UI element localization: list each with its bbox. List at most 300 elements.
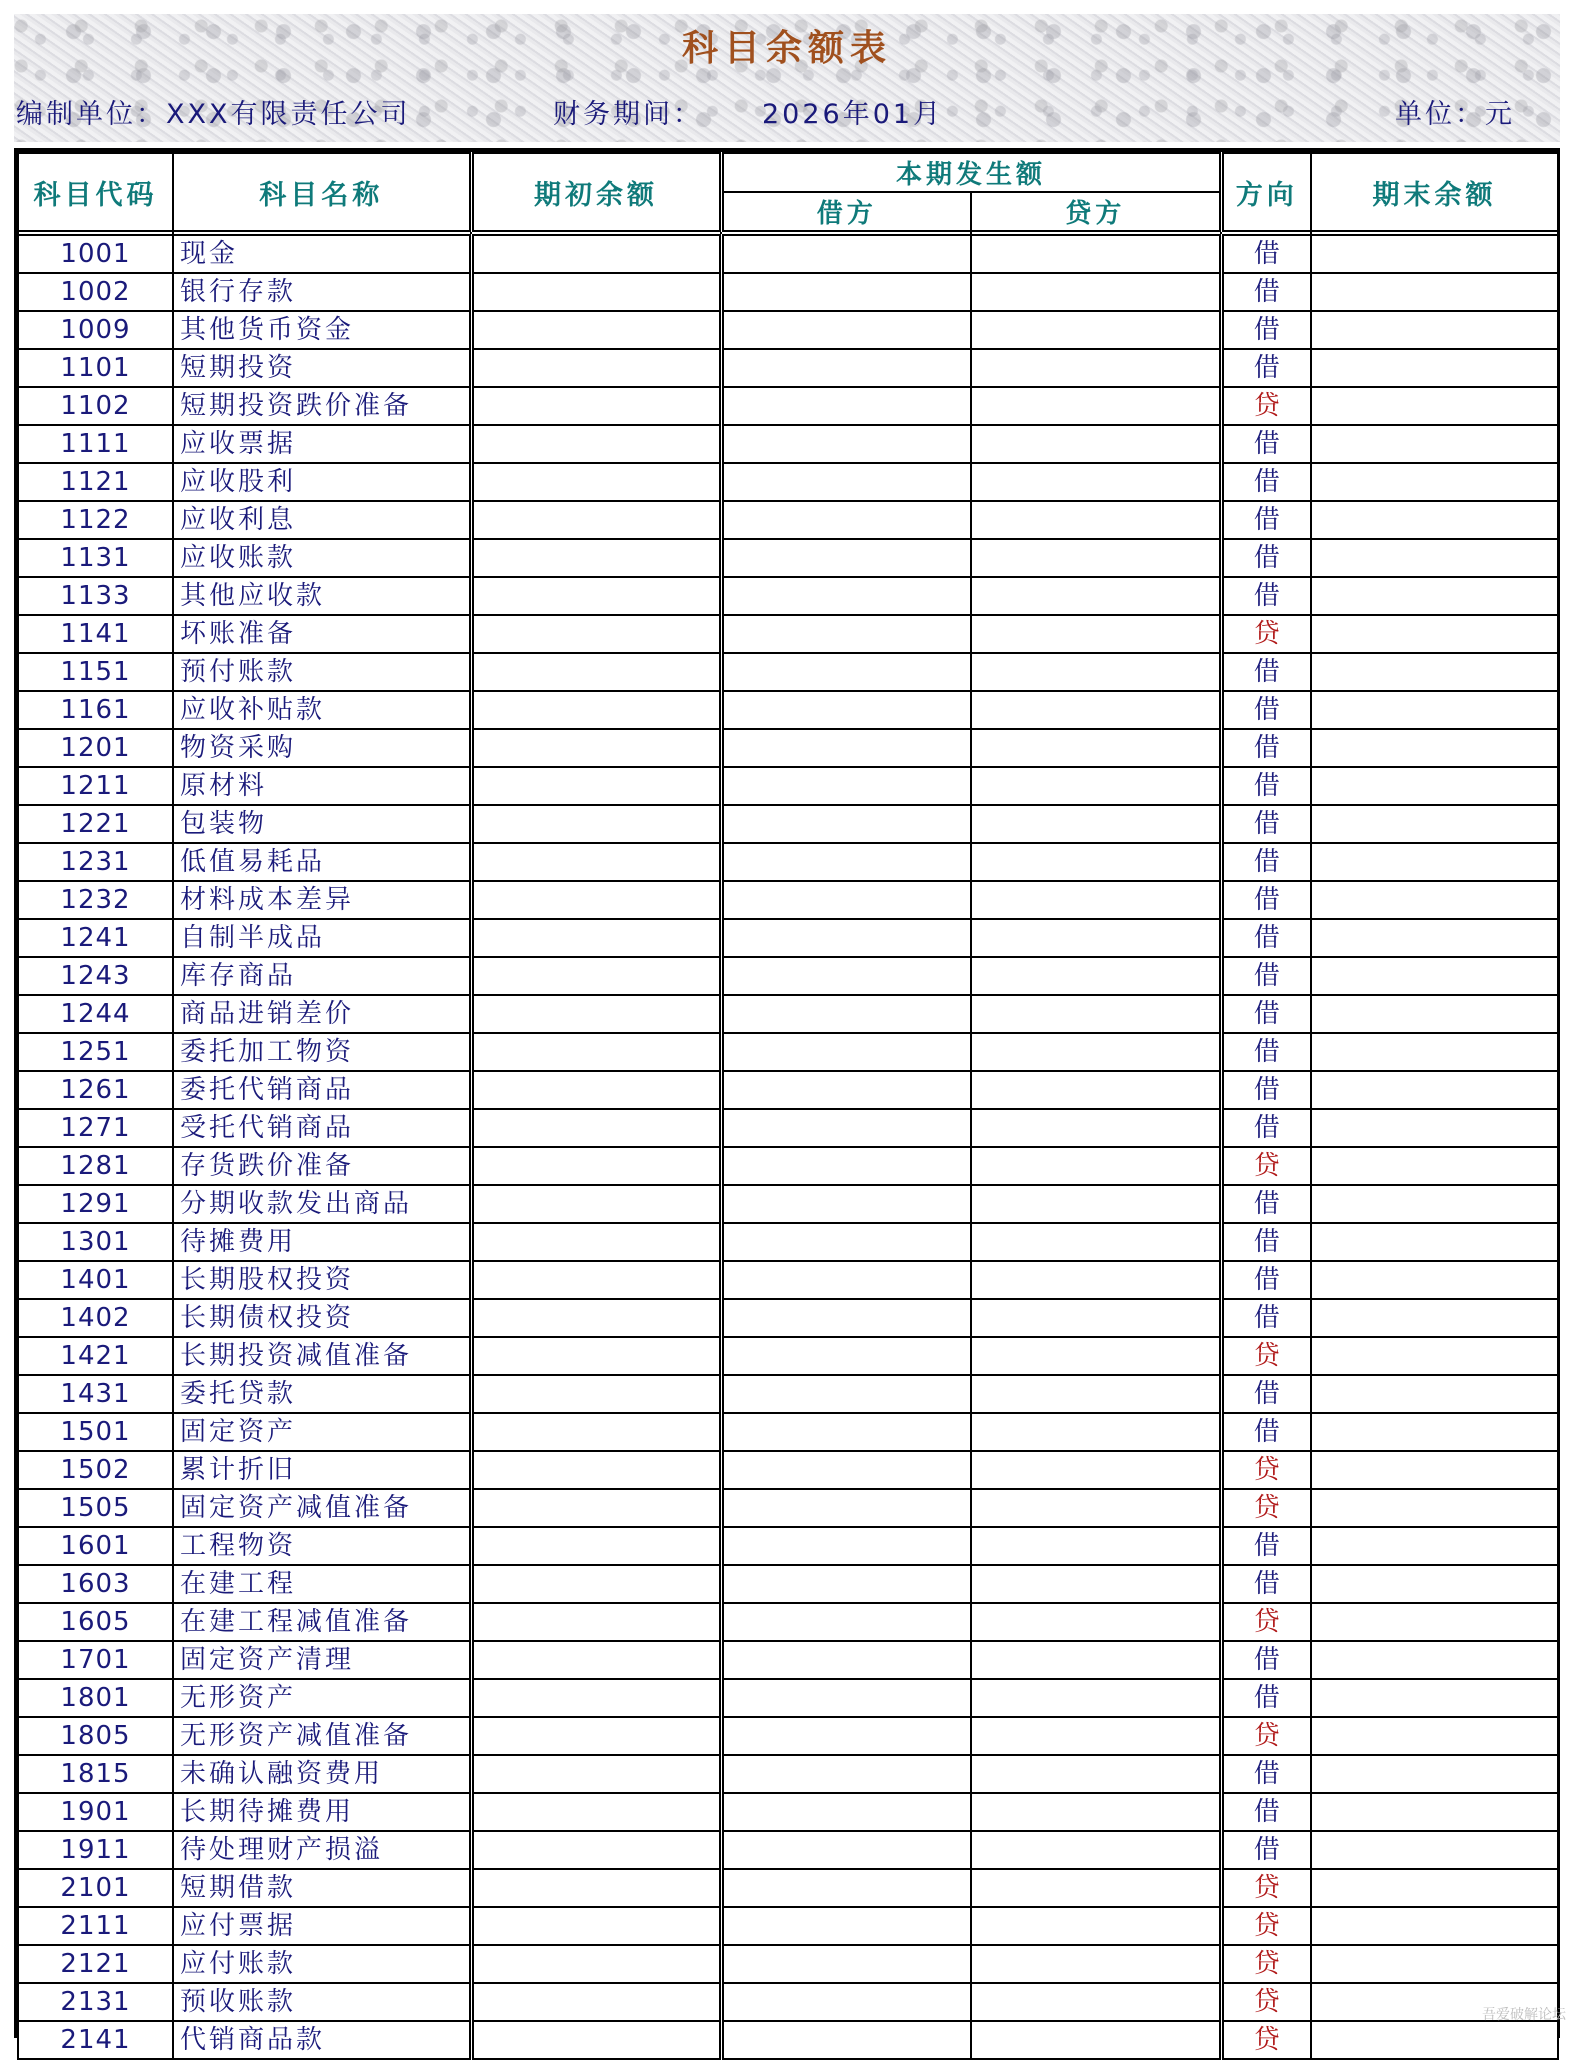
account-name-cell: 固定资产减值准备 — [173, 1489, 471, 1527]
account-name-cell: 短期投资 — [173, 349, 471, 387]
opening-balance-cell[interactable] — [471, 957, 721, 995]
debit-cell[interactable] — [721, 729, 971, 767]
credit-cell[interactable] — [971, 805, 1221, 843]
opening-balance-cell[interactable] — [471, 1489, 721, 1527]
debit-cell[interactable] — [721, 1223, 971, 1261]
direction-cell: 贷 — [1221, 1337, 1311, 1375]
credit-cell[interactable] — [971, 1223, 1221, 1261]
closing-balance-cell[interactable] — [1311, 1489, 1558, 1527]
credit-cell[interactable] — [971, 1033, 1221, 1071]
account-code-cell: 1261 — [18, 1071, 173, 1109]
direction-cell: 借 — [1221, 1033, 1311, 1071]
table-row — [18, 1679, 1558, 1717]
closing-balance-cell[interactable] — [1311, 2021, 1558, 2059]
account-name-cell: 累计折旧 — [173, 1451, 471, 1489]
debit-cell[interactable] — [721, 2021, 971, 2059]
closing-balance-cell[interactable] — [1311, 539, 1558, 577]
closing-balance-cell[interactable] — [1311, 1755, 1558, 1793]
account-name-cell: 委托加工物资 — [173, 1033, 471, 1071]
opening-balance-cell[interactable] — [471, 235, 721, 273]
account-name-cell: 现金 — [173, 235, 471, 273]
opening-balance-cell[interactable] — [471, 273, 721, 311]
opening-balance-cell[interactable] — [471, 539, 721, 577]
debit-cell[interactable] — [721, 1793, 971, 1831]
direction-cell: 借 — [1221, 995, 1311, 1033]
opening-balance-cell[interactable] — [471, 1413, 721, 1451]
credit-cell[interactable] — [971, 1641, 1221, 1679]
opening-balance-cell[interactable] — [471, 1147, 721, 1185]
debit-cell[interactable] — [721, 539, 971, 577]
account-name-cell: 应收利息 — [173, 501, 471, 539]
table-row — [18, 805, 1558, 843]
account-name-cell: 委托代销商品 — [173, 1071, 471, 1109]
opening-balance-cell[interactable] — [471, 1869, 721, 1907]
credit-cell[interactable] — [971, 767, 1221, 805]
credit-cell[interactable] — [971, 1755, 1221, 1793]
opening-balance-cell[interactable] — [471, 349, 721, 387]
debit-cell[interactable] — [721, 1451, 971, 1489]
account-code-cell: 1101 — [18, 349, 173, 387]
table-row — [18, 349, 1558, 387]
table-row — [18, 957, 1558, 995]
opening-balance-cell[interactable] — [471, 805, 721, 843]
account-name-cell: 物资采购 — [173, 729, 471, 767]
closing-balance-cell[interactable] — [1311, 1641, 1558, 1679]
account-code-cell: 1805 — [18, 1717, 173, 1755]
credit-cell[interactable] — [971, 311, 1221, 349]
direction-cell: 借 — [1221, 1299, 1311, 1337]
table-row — [18, 1375, 1558, 1413]
opening-balance-cell[interactable] — [471, 615, 721, 653]
closing-balance-cell[interactable] — [1311, 1261, 1558, 1299]
account-name-cell: 其他应收款 — [173, 577, 471, 615]
account-name-cell: 待处理财产损溢 — [173, 1831, 471, 1869]
account-name-cell: 固定资产清理 — [173, 1641, 471, 1679]
closing-balance-cell[interactable] — [1311, 1565, 1558, 1603]
closing-balance-cell[interactable] — [1311, 577, 1558, 615]
credit-cell[interactable] — [971, 1147, 1221, 1185]
closing-balance-cell[interactable] — [1311, 1299, 1558, 1337]
account-code-cell: 1009 — [18, 311, 173, 349]
closing-balance-cell[interactable] — [1311, 1147, 1558, 1185]
opening-balance-cell[interactable] — [471, 1831, 721, 1869]
account-balance-table — [17, 152, 1559, 2060]
debit-cell[interactable] — [721, 1717, 971, 1755]
opening-balance-cell[interactable] — [471, 1793, 721, 1831]
direction-cell: 借 — [1221, 691, 1311, 729]
opening-balance-cell[interactable] — [471, 1641, 721, 1679]
table-row — [18, 387, 1558, 425]
table-row — [18, 539, 1558, 577]
closing-balance-cell[interactable] — [1311, 349, 1558, 387]
closing-balance-cell[interactable] — [1311, 1717, 1558, 1755]
credit-cell[interactable] — [971, 1907, 1221, 1945]
credit-cell[interactable] — [971, 387, 1221, 425]
closing-balance-cell[interactable] — [1311, 1375, 1558, 1413]
direction-cell: 借 — [1221, 919, 1311, 957]
direction-cell: 借 — [1221, 1831, 1311, 1869]
debit-cell[interactable] — [721, 995, 971, 1033]
debit-cell[interactable] — [721, 805, 971, 843]
credit-cell[interactable] — [971, 2021, 1221, 2059]
debit-cell[interactable] — [721, 1907, 971, 1945]
credit-cell[interactable] — [971, 1527, 1221, 1565]
debit-cell[interactable] — [721, 1831, 971, 1869]
credit-cell[interactable] — [971, 1565, 1221, 1603]
opening-balance-cell[interactable] — [471, 1451, 721, 1489]
table-row — [18, 1527, 1558, 1565]
debit-cell[interactable] — [721, 1489, 971, 1527]
table-row — [18, 1717, 1558, 1755]
closing-balance-cell[interactable] — [1311, 387, 1558, 425]
table-row — [18, 1223, 1558, 1261]
credit-cell[interactable] — [971, 1451, 1221, 1489]
credit-cell[interactable] — [971, 1679, 1221, 1717]
closing-balance-cell[interactable] — [1311, 1109, 1558, 1147]
opening-balance-cell[interactable] — [471, 501, 721, 539]
debit-cell[interactable] — [721, 919, 971, 957]
closing-balance-cell[interactable] — [1311, 1337, 1558, 1375]
closing-balance-cell[interactable] — [1311, 1679, 1558, 1717]
credit-cell[interactable] — [971, 995, 1221, 1033]
debit-cell[interactable] — [721, 691, 971, 729]
debit-cell[interactable] — [721, 1109, 971, 1147]
account-code-cell: 1231 — [18, 843, 173, 881]
credit-cell[interactable] — [971, 653, 1221, 691]
closing-balance-cell[interactable] — [1311, 1907, 1558, 1945]
credit-cell[interactable] — [971, 1413, 1221, 1451]
closing-balance-cell[interactable] — [1311, 919, 1558, 957]
account-code-cell: 1301 — [18, 1223, 173, 1261]
credit-cell[interactable] — [971, 463, 1221, 501]
closing-balance-cell[interactable] — [1311, 1945, 1558, 1983]
table-row — [18, 311, 1558, 349]
direction-cell: 贷 — [1221, 1907, 1311, 1945]
debit-cell[interactable] — [721, 311, 971, 349]
account-code-cell: 1421 — [18, 1337, 173, 1375]
debit-cell[interactable] — [721, 1755, 971, 1793]
credit-cell[interactable] — [971, 425, 1221, 463]
debit-cell[interactable] — [721, 1679, 971, 1717]
closing-balance-cell[interactable] — [1311, 1185, 1558, 1223]
credit-cell[interactable] — [971, 957, 1221, 995]
table-row — [18, 1261, 1558, 1299]
debit-cell[interactable] — [721, 463, 971, 501]
closing-balance-cell[interactable] — [1311, 501, 1558, 539]
credit-cell[interactable] — [971, 615, 1221, 653]
credit-cell[interactable] — [971, 1109, 1221, 1147]
opening-balance-cell[interactable] — [471, 1299, 721, 1337]
direction-cell: 借 — [1221, 577, 1311, 615]
account-name-cell: 长期债权投资 — [173, 1299, 471, 1337]
credit-cell[interactable] — [971, 539, 1221, 577]
table-row — [18, 1299, 1558, 1337]
direction-cell: 借 — [1221, 1565, 1311, 1603]
credit-cell[interactable] — [971, 1071, 1221, 1109]
debit-cell[interactable] — [721, 1603, 971, 1641]
direction-cell: 贷 — [1221, 387, 1311, 425]
closing-balance-cell[interactable] — [1311, 615, 1558, 653]
account-code-cell: 1232 — [18, 881, 173, 919]
debit-cell[interactable] — [721, 843, 971, 881]
closing-balance-cell[interactable] — [1311, 1033, 1558, 1071]
account-code-cell: 1161 — [18, 691, 173, 729]
opening-balance-cell[interactable] — [471, 1603, 721, 1641]
opening-balance-cell[interactable] — [471, 387, 721, 425]
account-code-cell: 1133 — [18, 577, 173, 615]
opening-balance-cell[interactable] — [471, 1185, 721, 1223]
credit-cell[interactable] — [971, 1869, 1221, 1907]
table-row — [18, 1755, 1558, 1793]
opening-balance-cell[interactable] — [471, 1375, 721, 1413]
account-name-cell: 短期投资跌价准备 — [173, 387, 471, 425]
credit-cell[interactable] — [971, 1717, 1221, 1755]
opening-balance-cell[interactable] — [471, 1983, 721, 2021]
opening-balance-cell[interactable] — [471, 1717, 721, 1755]
account-code-cell: 1122 — [18, 501, 173, 539]
table-row — [18, 463, 1558, 501]
closing-balance-cell[interactable] — [1311, 1223, 1558, 1261]
account-code-cell: 1911 — [18, 1831, 173, 1869]
table-row — [18, 1641, 1558, 1679]
direction-cell: 借 — [1221, 1755, 1311, 1793]
opening-balance-cell[interactable] — [471, 1071, 721, 1109]
debit-cell[interactable] — [721, 349, 971, 387]
table-row — [18, 843, 1558, 881]
account-code-cell: 1291 — [18, 1185, 173, 1223]
opening-balance-cell[interactable] — [471, 1755, 721, 1793]
opening-balance-cell[interactable] — [471, 1223, 721, 1261]
closing-balance-cell[interactable] — [1311, 1793, 1558, 1831]
debit-cell[interactable] — [721, 577, 971, 615]
debit-cell[interactable] — [721, 425, 971, 463]
credit-cell[interactable] — [971, 919, 1221, 957]
credit-cell[interactable] — [971, 577, 1221, 615]
debit-cell[interactable] — [721, 1527, 971, 1565]
table-row — [18, 273, 1558, 311]
opening-balance-cell[interactable] — [471, 1679, 721, 1717]
debit-cell[interactable] — [721, 1033, 971, 1071]
account-code-cell: 1241 — [18, 919, 173, 957]
table-row — [18, 1907, 1558, 1945]
opening-balance-cell[interactable] — [471, 843, 721, 881]
opening-balance-cell[interactable] — [471, 653, 721, 691]
credit-cell[interactable] — [971, 1831, 1221, 1869]
credit-cell[interactable] — [971, 1337, 1221, 1375]
direction-cell: 借 — [1221, 1413, 1311, 1451]
closing-balance-cell[interactable] — [1311, 425, 1558, 463]
table-row — [18, 1489, 1558, 1527]
debit-cell[interactable] — [721, 767, 971, 805]
opening-balance-cell[interactable] — [471, 463, 721, 501]
opening-balance-cell[interactable] — [471, 1337, 721, 1375]
credit-cell[interactable] — [971, 235, 1221, 273]
opening-balance-cell[interactable] — [471, 1527, 721, 1565]
account-name-cell: 短期借款 — [173, 1869, 471, 1907]
credit-cell[interactable] — [971, 1299, 1221, 1337]
closing-balance-cell[interactable] — [1311, 235, 1558, 273]
closing-balance-cell[interactable] — [1311, 729, 1558, 767]
account-name-cell: 无形资产减值准备 — [173, 1717, 471, 1755]
debit-cell[interactable] — [721, 1565, 971, 1603]
credit-cell[interactable] — [971, 1793, 1221, 1831]
account-name-cell: 未确认融资费用 — [173, 1755, 471, 1793]
debit-cell[interactable] — [721, 1261, 971, 1299]
debit-cell[interactable] — [721, 1071, 971, 1109]
direction-cell: 借 — [1221, 1261, 1311, 1299]
direction-cell: 借 — [1221, 843, 1311, 881]
account-code-cell: 1141 — [18, 615, 173, 653]
closing-balance-cell[interactable] — [1311, 805, 1558, 843]
closing-balance-cell[interactable] — [1311, 1071, 1558, 1109]
credit-cell[interactable] — [971, 843, 1221, 881]
direction-cell: 借 — [1221, 805, 1311, 843]
account-code-cell: 1505 — [18, 1489, 173, 1527]
debit-cell[interactable] — [721, 1983, 971, 2021]
closing-balance-cell[interactable] — [1311, 995, 1558, 1033]
account-code-cell: 1815 — [18, 1755, 173, 1793]
balance-sheet-grid — [14, 148, 1560, 2055]
closing-balance-cell[interactable] — [1311, 1527, 1558, 1565]
debit-cell[interactable] — [721, 1869, 971, 1907]
account-name-cell: 坏账准备 — [173, 615, 471, 653]
table-row — [18, 1565, 1558, 1603]
closing-balance-cell[interactable] — [1311, 273, 1558, 311]
direction-cell: 借 — [1221, 1527, 1311, 1565]
opening-balance-cell[interactable] — [471, 691, 721, 729]
account-name-cell: 其他货币资金 — [173, 311, 471, 349]
opening-balance-cell[interactable] — [471, 767, 721, 805]
account-code-cell: 1402 — [18, 1299, 173, 1337]
credit-cell[interactable] — [971, 501, 1221, 539]
watermark: 吾爱破解论坛 — [1482, 2007, 1566, 2023]
credit-cell[interactable] — [971, 881, 1221, 919]
account-code-cell: 2101 — [18, 1869, 173, 1907]
closing-balance-cell[interactable] — [1311, 1869, 1558, 1907]
opening-balance-cell[interactable] — [471, 1945, 721, 1983]
account-name-cell: 无形资产 — [173, 1679, 471, 1717]
opening-balance-cell[interactable] — [471, 577, 721, 615]
account-name-cell: 预收账款 — [173, 1983, 471, 2021]
opening-balance-cell[interactable] — [471, 1033, 721, 1071]
debit-cell[interactable] — [721, 1337, 971, 1375]
debit-cell[interactable] — [721, 501, 971, 539]
credit-cell[interactable] — [971, 273, 1221, 311]
credit-cell[interactable] — [971, 729, 1221, 767]
credit-cell[interactable] — [971, 1261, 1221, 1299]
opening-balance-cell[interactable] — [471, 1109, 721, 1147]
unit-label: 单位：元 — [1395, 99, 1515, 130]
direction-cell: 借 — [1221, 1641, 1311, 1679]
header-account-name: 科目名称 — [173, 153, 471, 231]
direction-cell: 贷 — [1221, 1983, 1311, 2021]
debit-cell[interactable] — [721, 387, 971, 425]
closing-balance-cell[interactable] — [1311, 1831, 1558, 1869]
credit-cell[interactable] — [971, 1983, 1221, 2021]
credit-cell[interactable] — [971, 691, 1221, 729]
debit-cell[interactable] — [721, 957, 971, 995]
debit-cell[interactable] — [721, 653, 971, 691]
opening-balance-cell[interactable] — [471, 2021, 721, 2059]
account-name-cell: 长期投资减值准备 — [173, 1337, 471, 1375]
account-name-cell: 应收票据 — [173, 425, 471, 463]
closing-balance-cell[interactable] — [1311, 957, 1558, 995]
closing-balance-cell[interactable] — [1311, 463, 1558, 501]
opening-balance-cell[interactable] — [471, 425, 721, 463]
opening-balance-cell[interactable] — [471, 311, 721, 349]
account-code-cell: 1002 — [18, 273, 173, 311]
direction-cell: 贷 — [1221, 1717, 1311, 1755]
debit-cell[interactable] — [721, 1375, 971, 1413]
opening-balance-cell[interactable] — [471, 919, 721, 957]
table-row — [18, 1831, 1558, 1869]
opening-balance-cell[interactable] — [471, 1565, 721, 1603]
direction-cell: 借 — [1221, 1679, 1311, 1717]
account-name-cell: 应收账款 — [173, 539, 471, 577]
account-name-cell: 代销商品款 — [173, 2021, 471, 2059]
debit-cell[interactable] — [721, 273, 971, 311]
closing-balance-cell[interactable] — [1311, 843, 1558, 881]
debit-cell[interactable] — [721, 1185, 971, 1223]
opening-balance-cell[interactable] — [471, 729, 721, 767]
closing-balance-cell[interactable] — [1311, 767, 1558, 805]
debit-cell[interactable] — [721, 1413, 971, 1451]
credit-cell[interactable] — [971, 1375, 1221, 1413]
closing-balance-cell[interactable] — [1311, 1413, 1558, 1451]
direction-cell: 借 — [1221, 1071, 1311, 1109]
closing-balance-cell[interactable] — [1311, 881, 1558, 919]
opening-balance-cell[interactable] — [471, 1261, 721, 1299]
table-row — [18, 1185, 1558, 1223]
page-title: 科目余额表 — [681, 28, 892, 69]
debit-cell[interactable] — [721, 1641, 971, 1679]
closing-balance-cell[interactable] — [1311, 1603, 1558, 1641]
account-code-cell: 1131 — [18, 539, 173, 577]
credit-cell[interactable] — [971, 1185, 1221, 1223]
closing-balance-cell[interactable] — [1311, 691, 1558, 729]
account-code-cell: 1501 — [18, 1413, 173, 1451]
header-closing-balance: 期末余额 — [1311, 153, 1558, 231]
closing-balance-cell[interactable] — [1311, 1451, 1558, 1489]
debit-cell[interactable] — [721, 1945, 971, 1983]
account-name-cell: 委托贷款 — [173, 1375, 471, 1413]
credit-cell[interactable] — [971, 1489, 1221, 1527]
credit-cell[interactable] — [971, 1603, 1221, 1641]
opening-balance-cell[interactable] — [471, 1907, 721, 1945]
debit-cell[interactable] — [721, 881, 971, 919]
debit-cell[interactable] — [721, 235, 971, 273]
debit-cell[interactable] — [721, 1299, 971, 1337]
account-name-cell: 存货跌价准备 — [173, 1147, 471, 1185]
closing-balance-cell[interactable] — [1311, 311, 1558, 349]
credit-cell[interactable] — [971, 349, 1221, 387]
account-name-cell: 分期收款发出商品 — [173, 1185, 471, 1223]
header-account-code: 科目代码 — [18, 153, 173, 231]
credit-cell[interactable] — [971, 1945, 1221, 1983]
direction-cell: 借 — [1221, 1109, 1311, 1147]
table-row — [18, 1413, 1558, 1451]
debit-cell[interactable] — [721, 615, 971, 653]
opening-balance-cell[interactable] — [471, 995, 721, 1033]
closing-balance-cell[interactable] — [1311, 653, 1558, 691]
account-name-cell: 应收股利 — [173, 463, 471, 501]
direction-cell: 借 — [1221, 881, 1311, 919]
header-credit: 贷方 — [971, 192, 1221, 231]
opening-balance-cell[interactable] — [471, 881, 721, 919]
header-current-amount: 本期发生额 — [721, 153, 1221, 192]
debit-cell[interactable] — [721, 1147, 971, 1185]
table-row — [18, 919, 1558, 957]
